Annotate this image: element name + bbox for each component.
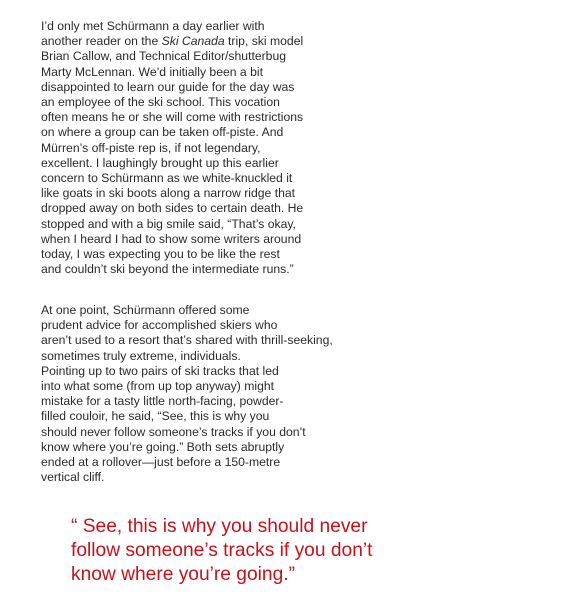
text-line: should never follow someone’s tracks if you don’t	[41, 424, 306, 439]
text-line: I’d only met Schürmann a day earlier with	[41, 19, 265, 33]
paragraph-2	[41, 303, 333, 485]
text-line: an employee of the ski school. This vocation	[41, 95, 280, 110]
text-line: dropped away on both sides to certain death. He	[41, 201, 304, 216]
pull-quote-line: follow someone’s tracks if you don’t	[71, 540, 373, 561]
text-line: At one point, Schürmann offered some	[41, 303, 250, 317]
text-line: today, I was expecting you to be like the rest	[41, 247, 280, 262]
text-line: excellent. I laughingly brought up this earlier	[41, 155, 279, 170]
text-line: ended at a rollover—just before a 150-metre	[41, 455, 281, 470]
text-line: aren’t used to a resort that’s shared with thrill-seeking,	[41, 333, 333, 348]
text-line: disappointed to learn our guide for the day was	[41, 79, 295, 94]
pull-quote-line: “ See, this is why you should never	[71, 516, 368, 537]
pull-quote-line: know where you’re going.”	[71, 564, 295, 585]
pull-quote	[71, 515, 372, 587]
text-line: like goats in ski boots along a narrow ridge that	[41, 186, 296, 201]
magazine-title: Ski Canada	[161, 34, 225, 49]
paragraph-1	[41, 19, 303, 277]
text-line: mistake for a tasty little north-facing, powder-	[41, 394, 284, 409]
text-line: vertical cliff.	[41, 470, 105, 485]
text-line: sometimes truly extreme, individuals.	[41, 348, 241, 363]
text-line: filled couloir, he said, “See, this is why you	[41, 409, 270, 424]
text-line: when I heard I had to show some writers around	[41, 231, 302, 246]
text-line: prudent advice for accomplished skiers who	[41, 318, 278, 333]
text-line: Mürren’s off-piste rep is, if not legendary,	[41, 140, 261, 155]
text-line: know where you’re going.” Both sets abruptly	[41, 439, 285, 454]
text-line: into what some (from up top anyway) might	[41, 379, 275, 394]
text-line: stopped and with a big smile said, “That’s okay,	[41, 216, 296, 231]
text-line: Brian Callow, and Technical Editor/shutterbug	[41, 49, 287, 64]
text-line: often means he or she will come with restrictions	[41, 110, 304, 125]
text-line: Pointing up to two pairs of ski tracks that led	[41, 363, 279, 378]
text-line: another reader on the Ski Canada trip, ski model	[41, 34, 304, 49]
text-line: concern to Schürmann as we white-knuckled it	[41, 171, 293, 186]
text-line: Marty McLennan. We’d initially been a bit	[41, 64, 263, 79]
text-line: and couldn’t ski beyond the intermediate runs.”	[41, 262, 294, 277]
text-line: on where a group can be taken off-piste. And	[41, 125, 284, 140]
